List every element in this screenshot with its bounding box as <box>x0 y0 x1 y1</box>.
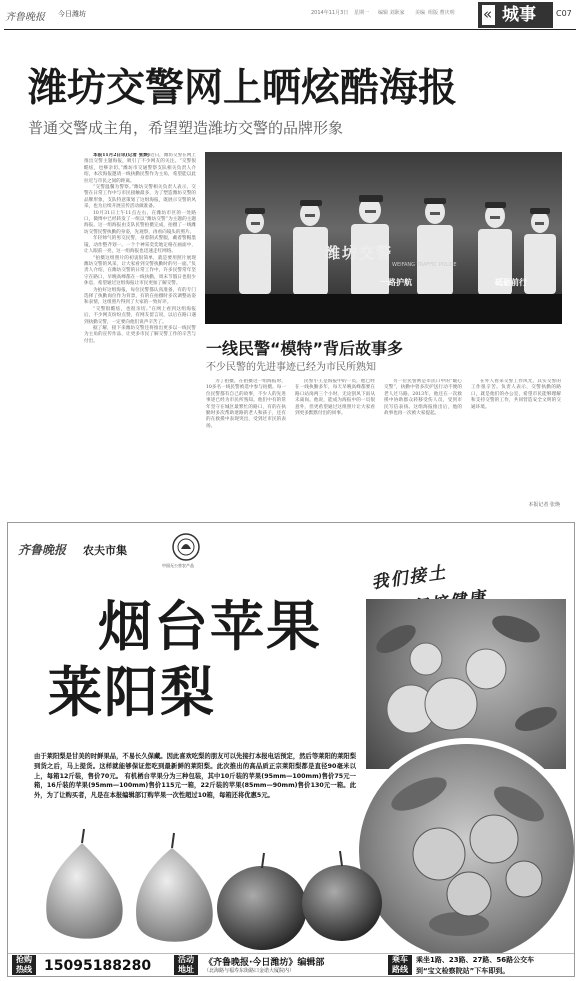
article-body-left <box>84 153 196 505</box>
poster-slogan-right: 砥砺前行 <box>495 278 527 287</box>
story-column-4: 在外人看来交警工作风光，其实交警的工作很辛苦。负责人表示，交警执勤的路口，就是他们的办公室，希望市民能够理解和支持交警的工作，共同营造安全文明的交通环境。 <box>471 379 561 410</box>
body-paragraph: “交警温馨为警察。”潍坊交警相关负责人表示，交警在日常工作中与市民接触最多，为了塑造潍坊交警的品牌形象，支队特意策划了这组海报，既展示交警的风采，也为后续开展宣传活动做准备。 <box>84 185 196 210</box>
ad-description-apple: 有机栖台苹果分为三种包装，其中10斤装的苹果(95mm—100mm)售价75元一箱，16斤装的苹果(95mm—100mm)售价115元一箱，22斤装的苹果(85mm—90mm)售价130元一箱。此外，为了让购买者，凡是在本报编辑部订购苹果一次性超过10箱，每箱还将优惠5元。 <box>34 772 356 800</box>
bus-route-2: 到“宝文检察院站”下车即到。 <box>416 967 510 975</box>
bus-route-1: 乘坐1路、23路、27路、56路公交车 <box>416 956 535 964</box>
body-paragraph: “交警很酷炫，也很亲切。”在网上看到这组海报后，不少网友纷纷点赞，有网友留言说，以后在路口遇到执勤交警，一定要向他们说声辛苦了。 <box>84 306 196 325</box>
issue-date: 2014年11月3日 <box>311 10 349 16</box>
chevron-glyph: « <box>483 5 493 23</box>
address-label-line-1: 活动 <box>178 955 194 964</box>
pears-and-apples-illustration <box>22 823 382 953</box>
body-paragraph: 为拍好这组海报，每位民警都认真准备，有的专门选择了执勤岗位作为背景，有的在拍摄时多次调整站姿和表情，这组照片得到了大家的一致好评。 <box>84 287 196 306</box>
ad-slogan-line-1: 我们接土 <box>370 562 449 594</box>
address-detail: （北海路与福寿东街路口金诺大厦院内） <box>204 968 295 974</box>
body-paragraph: 年轻帅气的男交民警，身着制式警服，戴着警帽墨镜，动作整齐划一。一个个神采奕奕地定格在画面中，让人眼前一亮，这一组海报也迅速走红网络。 <box>84 236 196 255</box>
hotline-label-line-1: 抢购 <box>16 955 32 964</box>
ad-description-pear: 由于莱阳梨是甘美的时鲜果品，不易长久保藏。因此喜欢吃梨的朋友可以先接打本报电话预定，然后等莱阳的莱阳梨到货之后，马上提货。这样就能够保证您吃到最新鲜的莱阳梨。此次推出的高品质正宗莱阳梨都是直径90毫米以上，每箱12斤装，售价70元。 <box>34 753 356 780</box>
headline: 潍坊交警网上晒炫酷海报 <box>28 66 458 111</box>
page-header <box>0 0 580 30</box>
story-column-3: 另一位民警则是市民口中的“暖心交警”，执勤中曾多次护送行动不便的老人过马路。2013年，他还在一次救援中协助群众转移受伤人员，受到市民写信表扬。这组海报推出后，他的故事也再一次被大家提起。 <box>384 379 462 417</box>
ad-description <box>34 752 356 801</box>
story-byline: 本报记者 张焕 <box>528 502 560 508</box>
hotline-label-line-2: 热线 <box>16 965 32 974</box>
apple-tree-photo <box>353 738 575 965</box>
bus-label <box>388 955 412 975</box>
address-label <box>174 955 198 975</box>
issue-weekday: 星期一 <box>354 10 370 16</box>
body-paragraph: 近日，潍坊交警在网上推出交警主题海报，吸引了不少网友的关注。“交警很酷炫，也够亲切。”潍坊市交通警察支队相关负责人介绍，本次海报邀请一线执勤民警作为主角，希望能以此拉近与市民之间的距离。 <box>84 153 196 184</box>
info-bar <box>8 953 574 977</box>
subheadline: 普通交警成主角，希望塑造潍坊交警的品牌形象 <box>28 119 344 137</box>
bus-label-line-2: 路线 <box>392 965 408 974</box>
editor-credit: 编辑 刘耿家 <box>378 10 405 16</box>
bus-label-line-1: 乘车 <box>392 955 408 964</box>
ad-title-pear: 莱阳梨 <box>48 660 216 724</box>
body-paragraph: 10月31日上午11点左右，在潍坊市区的一处路口，微博中已经转发了一组以“潍坊交警”为主题的主题海报。这一组海报由支队民警拍摄完成，拍摄了一线潍坊交警民警执勤的身姿，先观察，再看向镜头的照片。 <box>84 210 196 235</box>
poster-english-caption: WEIFANG TRAFFIC POLICE <box>392 262 457 268</box>
ad-market-name: 农夫市集 <box>83 544 127 557</box>
ad-title-apple: 烟台苹果 <box>98 594 322 658</box>
story-column-2: 民警小王是海报中的一员，他已经在一线执勤多年，每天早晚高峰都要在路口站岗两三个小时，无论刮风下雨从未离岗。他说，能成为海报中的一员很意外，但更希望通过这组照片让大家看到更多默默付出的同事。 <box>295 379 375 417</box>
lead-byline: 本报11月2日讯(记者 张焕) <box>93 153 150 158</box>
body-paragraph: “拍摄这组照片的初衷很简单，就是要用照片展现潍坊交警的风采，让大家看到交警执勤时的另一面。”负责人介绍，在潍坊交警的日常工作中，许多民警常年坚守在路口，早晚高峰都在一线执勤，周末节假日也很少休息，希望通过这组海报让市民更加了解交警。 <box>84 255 196 287</box>
ad-brand-logo: 齐鲁晚报 <box>18 543 67 557</box>
certification-seal-icon <box>172 533 200 561</box>
certification-label: 中国无公害农产品 <box>162 563 194 568</box>
address-label-line-2: 地址 <box>178 965 194 974</box>
section-flag <box>478 2 553 28</box>
address-main: 《齐鲁晚报·今日潍坊》编辑部 <box>204 958 325 968</box>
newspaper-logo: 齐鲁晚报 <box>5 12 45 23</box>
section-subtitle: 不少民警的先进事迹已经为市民所熟知 <box>206 362 376 373</box>
page-number: C07 <box>556 9 572 18</box>
section-tag: 今日潍坊 <box>58 10 86 18</box>
hotline-number[interactable]: 15095188280 <box>44 958 152 974</box>
police-poster-photo <box>205 152 562 324</box>
proof-credit: 组版 曹庆明 <box>428 10 455 16</box>
certification-badge <box>162 533 204 573</box>
apples-on-branch-illustration <box>359 744 574 959</box>
body-paragraph: 据了解，接下来潍坊交警还将推出更多以一线民警为主角的宣传作品，让更多市民了解交警工作的辛苦与付出。 <box>84 325 196 344</box>
hotline-label <box>12 955 36 975</box>
section-name: 城事 <box>502 5 536 25</box>
section-title: 一线民警“模特”背后故事多 <box>206 339 404 358</box>
header-rule <box>4 29 576 30</box>
fruit-advertisement <box>7 522 575 977</box>
police-officers-illustration <box>205 152 562 324</box>
art-credit: 美编 <box>415 10 426 16</box>
story-column-1: 为了拍摄，在拍摄这一组海报时，10多名一线民警被选中参与拍摄。每一位民警都有自己的故事，不少人的先进事迹已经为市民所熟知。他们中有的常年坚守在城区最繁忙的路口，有的在执勤时多次帮助迷路的老人和孩子，还有的在救援中表现突出，受到过市民的表扬。 <box>206 379 286 429</box>
poster-watermark-title: 潍坊交警 <box>325 244 394 262</box>
poster-slogan-left: 一路护航 <box>380 278 412 287</box>
